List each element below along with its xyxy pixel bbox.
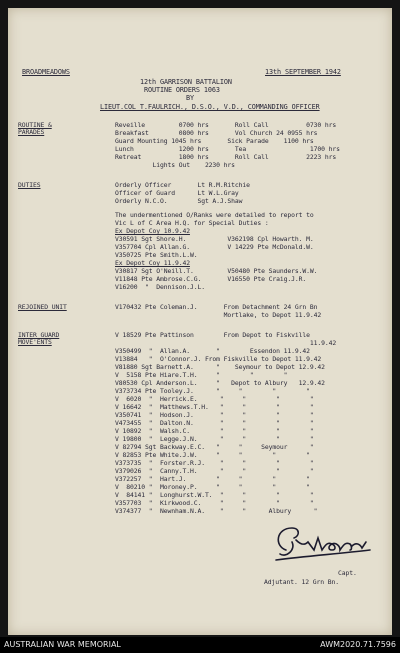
movement-row: V81880 Sgt Barnett.A. " Seymour to Depot 12.9.42 (115, 363, 325, 371)
movement-row: V 16642 " Matthews.T.H. " " " " (115, 403, 314, 411)
handwritten-signature (266, 520, 378, 566)
personnel-row: V30591 Sgt Shore.H. V362198 Cpl Howarth. M. (115, 235, 314, 243)
movement-row: V350741 " Hodson.J. " " " " (115, 411, 314, 419)
inter-guard-heading: INTER GUARD (18, 331, 60, 339)
movements-heading: MOVE'ENTS (18, 338, 52, 346)
date-heading: 13th SEPTEMBER 1942 (265, 68, 341, 76)
movement-row: V379026 " Canny.T.H. " " " " (115, 467, 314, 475)
movement-row: V374377 " Newnham.N.A. " " Albury " (115, 507, 318, 515)
movement-row: V373734 Pte Tooley.J. " " " " (115, 387, 310, 395)
duty-row: Orderly N.C.O. Sgt A.J.Shaw (115, 197, 243, 205)
routine-row: Guard Mounting 1045 hrs Sick Parade 1100 hrs (115, 137, 314, 145)
movement-row: V 10892 " Walsh.C. " " " " (115, 427, 314, 435)
duty-row: Orderly Officer Lt R.M.Ritchie (115, 181, 250, 189)
movement-row: 11.9.42 (115, 339, 337, 347)
parades-heading: PARADES (18, 128, 45, 136)
orders-heading: ROUTINE ORDERS 1063 (144, 86, 220, 94)
personnel-row: V350725 Pte Smith.L.W. (115, 251, 198, 259)
commanding-officer: LIEUT.COL T.FAULRICH., D.S.O., V.D., COMMANDING OFFICER (100, 103, 320, 111)
rejoined-row: V170432 Pte Coleman.J. From Detachment 24 Grn Bn (115, 303, 318, 311)
movement-row: V80530 Cpl Anderson.L. " Depot to Albury 12.9.42 (115, 379, 325, 387)
movement-row: V350499 " Allan.A. " Essendon 11.9.42 (115, 347, 310, 355)
battalion-heading: 12th GARRISON BATTALION (140, 78, 232, 86)
routine-row: Retreat 1800 hrs Roll Call 2223 hrs (115, 153, 337, 161)
routine-row: Lights Out 2230 hrs (115, 161, 235, 169)
personnel-row: V16200 " Dennison.J.L. (115, 283, 205, 291)
movement-row: V357703 " Kirkwood.C. " " " " (115, 499, 314, 507)
ex-depot-heading: Ex Depot Coy 10.9.42 (115, 227, 190, 235)
movement-row: V373735 " Forster.R.J. " " " " (115, 459, 314, 467)
movement-row: V 5158 Pte Hiare.T.H. " " " (115, 371, 288, 379)
movement-row: V473455 " Dalton.N. " " " " (115, 419, 314, 427)
movement-row: V 6020 " Herrick.E. " " " " (115, 395, 314, 403)
special-duties-intro: The undermentioned O/Ranks were detailed to report to (115, 211, 314, 219)
personnel-row: V11848 Pte Ambrose.C.G. V16550 Pte Craig.J.R. (115, 275, 307, 283)
routine-row: Breakfast 0800 hrs Vol Church 24 0955 hrs (115, 129, 318, 137)
rejoined-row: Mortlake, to Depot 11.9.42 (115, 311, 322, 319)
ex-depot-heading: Ex Depot Coy 11.9.42 (115, 259, 190, 267)
special-duties-intro: Vic L of C Area H.Q. for Special Duties : (115, 219, 269, 227)
archive-reference: AWM2020.71.7596 (320, 640, 396, 649)
signature-rank: Capt. (338, 569, 357, 577)
routine-heading: ROUTINE & (18, 121, 52, 129)
movement-row: V 82794 Sgt Backway.E.C. " " Seymour " (115, 443, 314, 451)
place-heading: BROADMEADOWS (22, 68, 70, 76)
movement-row: V13884 " O'Connor.J. From Fiskville to Depot 11.9.42 (115, 355, 322, 363)
archive-name: AUSTRALIAN WAR MEMORIAL (4, 640, 121, 649)
routine-row: Reveille 0700 hrs Roll Call 0730 hrs (115, 121, 337, 129)
by-heading: BY (186, 94, 194, 102)
duty-row: Officer of Guard Lt W.L.Gray (115, 189, 239, 197)
movement-row: V 18529 Pte Pattinson From Depot to Fiskville (115, 331, 310, 339)
duties-heading: DUTIES (18, 181, 41, 189)
movement-row: V372257 " Hart.J. " " " " (115, 475, 310, 483)
personnel-row: V30817 Sgt O'Neill.T. V50480 Pte Saunders.W.W. (115, 267, 318, 275)
archive-footer (0, 637, 400, 653)
document-page (8, 8, 392, 635)
signature-title: Adjutant. 12 Grn Bn. (264, 578, 339, 586)
movement-row: V 84141 " Longhurst.W.T. " " " " (115, 491, 314, 499)
movement-row: V 80210 " Moroney.P. " " " " (115, 483, 310, 491)
personnel-row: V357704 Cpl Allan.G. V 14229 Pte McDonald.W. (115, 243, 314, 251)
movement-row: V 82853 Pte White.J.W. " " " " (115, 451, 310, 459)
rejoined-heading: REJOINED UNIT (18, 303, 67, 311)
movement-row: V 19800 " Legge.J.N. " " " " (115, 435, 314, 443)
routine-row: Lunch 1200 hrs Tea 1700 hrs (115, 145, 340, 153)
